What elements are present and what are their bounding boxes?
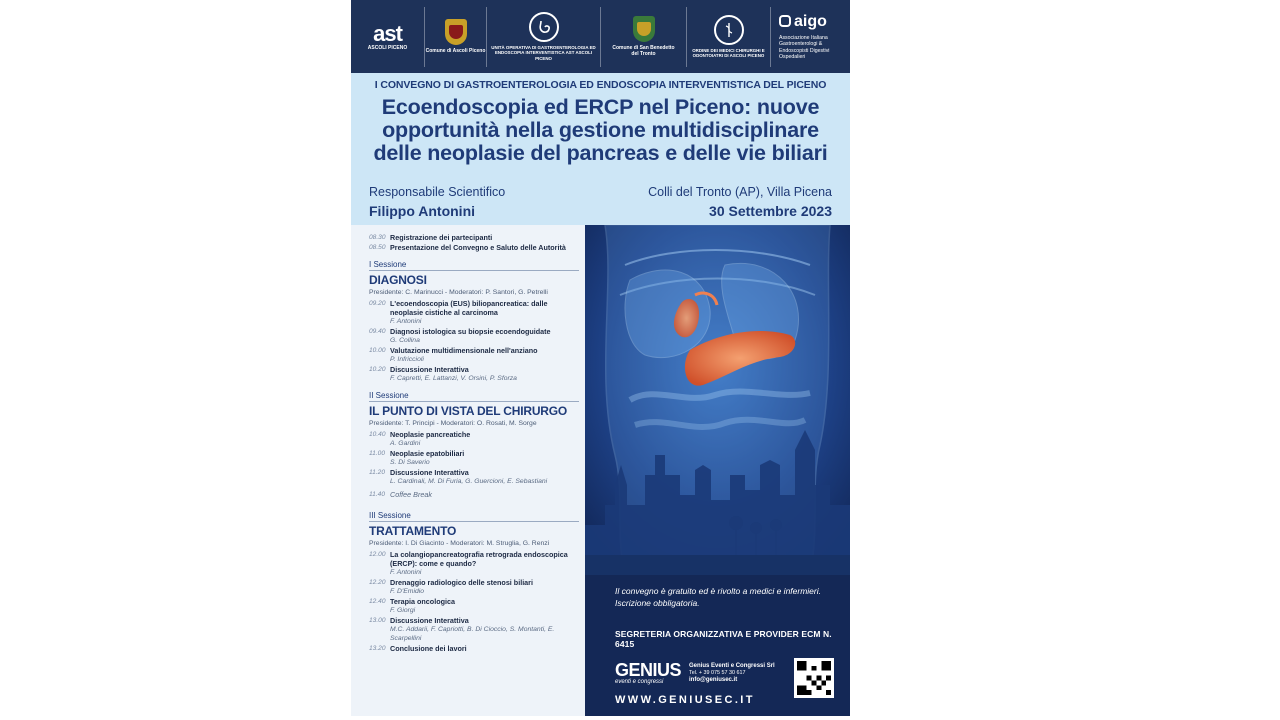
item-time: 11.20 <box>369 469 386 476</box>
logo-comune-ascoli <box>425 7 487 67</box>
item-speaker: F. Antonini <box>390 318 422 325</box>
program-item <box>369 346 579 364</box>
registration-note: Il convegno è gratuito ed è rivolto a medici e infermieri. Iscrizione obbligatoria. <box>615 586 821 608</box>
session-title: TRATTAMENTO <box>369 524 457 538</box>
program-item <box>369 365 579 383</box>
session-title: DIAGNOSI <box>369 273 427 287</box>
stomach-icon <box>529 12 559 42</box>
genius-phone: Tel. + 39 075 57 30 617 <box>689 669 746 676</box>
item-title: La colangiopancreatografia retrograda endoscopica (ERCP): come e quando? <box>390 550 568 568</box>
item-time: 11.00 <box>369 450 386 457</box>
genius-company: Genius Eventi e Congressi Srl <box>689 662 775 669</box>
uoc-label: UNITÀ OPERATIVA DI GASTROENTEROLOGIA ED ENDOSCOPIA INTERVENTISTICA AST ASCOLI PICENO <box>491 44 596 61</box>
item-time: 13.20 <box>369 645 386 652</box>
pancreas-illustration-icon <box>585 225 850 575</box>
session-label: III Sessione <box>369 511 579 522</box>
genius-email[interactable]: info@geniusec.it <box>689 676 738 683</box>
item-time: 10.40 <box>369 431 386 438</box>
item-title: Diagnosi istologica su biopsie ecoendoguidate <box>390 327 551 336</box>
program-item <box>369 430 579 448</box>
responsible-name: Filippo Antonini <box>369 203 476 219</box>
qr-code-icon[interactable] <box>794 658 834 698</box>
aigo-label: Associazione Italiana Gastroenterologi & Endoscopisti Digestivi Ospedalieri <box>779 34 830 60</box>
program-item <box>369 578 579 596</box>
event-date: 30 Settembre 2023 <box>709 203 832 219</box>
item-title: Neoplasie pancreatiche <box>390 430 471 439</box>
item-title: Registrazione dei partecipanti <box>390 233 493 242</box>
program-item <box>369 299 579 326</box>
logo-uoc <box>487 7 601 67</box>
genius-contact <box>689 663 775 684</box>
program-item <box>369 597 579 615</box>
anatomy-illustration <box>585 225 850 575</box>
caduceus-icon <box>714 15 744 45</box>
item-speaker: P. Infriccioli <box>390 356 424 363</box>
item-speaker: F. Giorgi <box>390 607 416 614</box>
program-item <box>369 468 579 486</box>
item-title: Presentazione del Convegno e Saluto delle Autorità <box>390 243 566 252</box>
genius-logo <box>615 661 681 685</box>
event-poster <box>351 0 850 716</box>
item-speaker: F. D'Emidio <box>390 588 425 595</box>
item-title: Drenaggio radiologico delle stenosi biliari <box>390 578 533 587</box>
item-title: Conclusione dei lavori <box>390 644 467 653</box>
venue: Colli del Tronto (AP), Villa Picena <box>648 185 832 199</box>
secretariat-heading: SEGRETERIA ORGANIZZATIVA E PROVIDER ECM N. 6415 <box>615 629 832 649</box>
item-speaker: F. Capretti, E. Lattanzi, V. Orsini, P. Sforza <box>390 375 517 382</box>
convegno-heading: I CONVEGNO DI GASTROENTEROLOGIA ED ENDOSCOPIA INTERVENTISTICA DEL PICENO <box>374 79 827 91</box>
responsible-label: Responsabile Scientifico <box>369 185 506 199</box>
item-time: 13.00 <box>369 617 386 624</box>
item-time: 08.30 <box>369 234 386 241</box>
coffee-break <box>369 490 579 499</box>
logo-bar <box>351 0 850 73</box>
item-time: 12.00 <box>369 551 386 558</box>
logo-comune-sbt <box>601 7 687 67</box>
item-title: L'ecoendoscopia (EUS) biliopancreatica: dalle neoplasie cistiche al carcinoma <box>390 299 548 317</box>
item-time: 10.20 <box>369 366 386 373</box>
logo-aigo <box>771 7 850 67</box>
program-item <box>369 233 579 242</box>
program-item <box>369 243 579 252</box>
item-time: 12.20 <box>369 579 386 586</box>
item-time: 09.20 <box>369 300 386 307</box>
item-speaker: M.C. Addarii, F. Capriotti, B. Di Cioccio, S. Montanti, E. Scarpellini <box>390 626 555 642</box>
program-item <box>369 644 579 653</box>
comune-sbt-label: Comune di San Benedetto del Tronto <box>612 45 675 57</box>
aigo-logo-mark: aigo <box>779 13 827 31</box>
item-time: 09.40 <box>369 328 386 335</box>
session-label: I Sessione <box>369 260 579 271</box>
item-time: 11.40 <box>369 491 386 498</box>
program-item <box>369 449 579 467</box>
genius-tagline: eventi e congressi <box>615 679 664 685</box>
item-speaker: G. Collina <box>390 337 420 344</box>
session-chairs: Presidente: I. Di Giacinto - Moderatori: M. Struglia, G. Renzi <box>369 540 550 547</box>
item-speaker: F. Antonini <box>390 569 422 576</box>
session-title: IL PUNTO DI VISTA DEL CHIRURGO <box>369 404 568 418</box>
program-item <box>369 550 579 577</box>
item-speaker: L. Cardinali, M. Di Furia, G. Guercioni, E. Sebastiani <box>390 478 548 485</box>
ast-logo-label: ASCOLI PICENO <box>367 44 408 51</box>
logo-ast <box>351 7 425 67</box>
info-panel <box>585 575 850 716</box>
coat-of-arms-icon <box>633 16 655 42</box>
session-label: II Sessione <box>369 391 579 402</box>
item-title: Discussione Interattiva <box>390 365 469 374</box>
main-title: Ecoendoscopia ed ERCP nel Piceno: nuove opportunità nella gestione multidisciplinare delle neoplasie del pancreas e delle vie biliari <box>373 95 828 165</box>
ast-logo-mark: ast <box>373 20 402 46</box>
break-title: Coffee Break <box>390 490 432 499</box>
title-band <box>351 73 850 225</box>
program-item <box>369 327 579 345</box>
item-title: Terapia oncologica <box>390 597 455 606</box>
coat-of-arms-icon <box>445 19 467 45</box>
program-column <box>351 225 585 716</box>
item-time: 10.00 <box>369 347 386 354</box>
item-time: 08.50 <box>369 244 386 251</box>
item-title: Neoplasie epatobiliari <box>390 449 465 458</box>
website-link[interactable]: WWW.GENIUSEC.IT <box>615 694 755 706</box>
item-time: 12.40 <box>369 598 386 605</box>
ordine-label: ORDINE DEI MEDICI CHIRURGHI E ODONTOIATRI DI ASCOLI PICENO <box>692 47 765 58</box>
logo-ordine-medici <box>687 7 771 67</box>
comune-ascoli-label: Comune di Ascoli Piceno <box>425 48 486 54</box>
item-speaker: S. Di Saverio <box>390 459 430 466</box>
session-chairs: Presidente: T. Principi - Moderatori: O. Rosati, M. Sorge <box>369 420 537 427</box>
genius-brand: GENIUS <box>615 660 682 680</box>
item-title: Discussione Interattiva <box>390 616 469 625</box>
item-title: Discussione Interattiva <box>390 468 469 477</box>
item-title: Valutazione multidimensionale nell'anziano <box>390 346 538 355</box>
item-speaker: A. Gardini <box>390 440 421 447</box>
program-item <box>369 616 579 643</box>
session-chairs: Presidente: C. Marinucci - Moderatori: P. Santori, G. Petrelli <box>369 289 548 296</box>
